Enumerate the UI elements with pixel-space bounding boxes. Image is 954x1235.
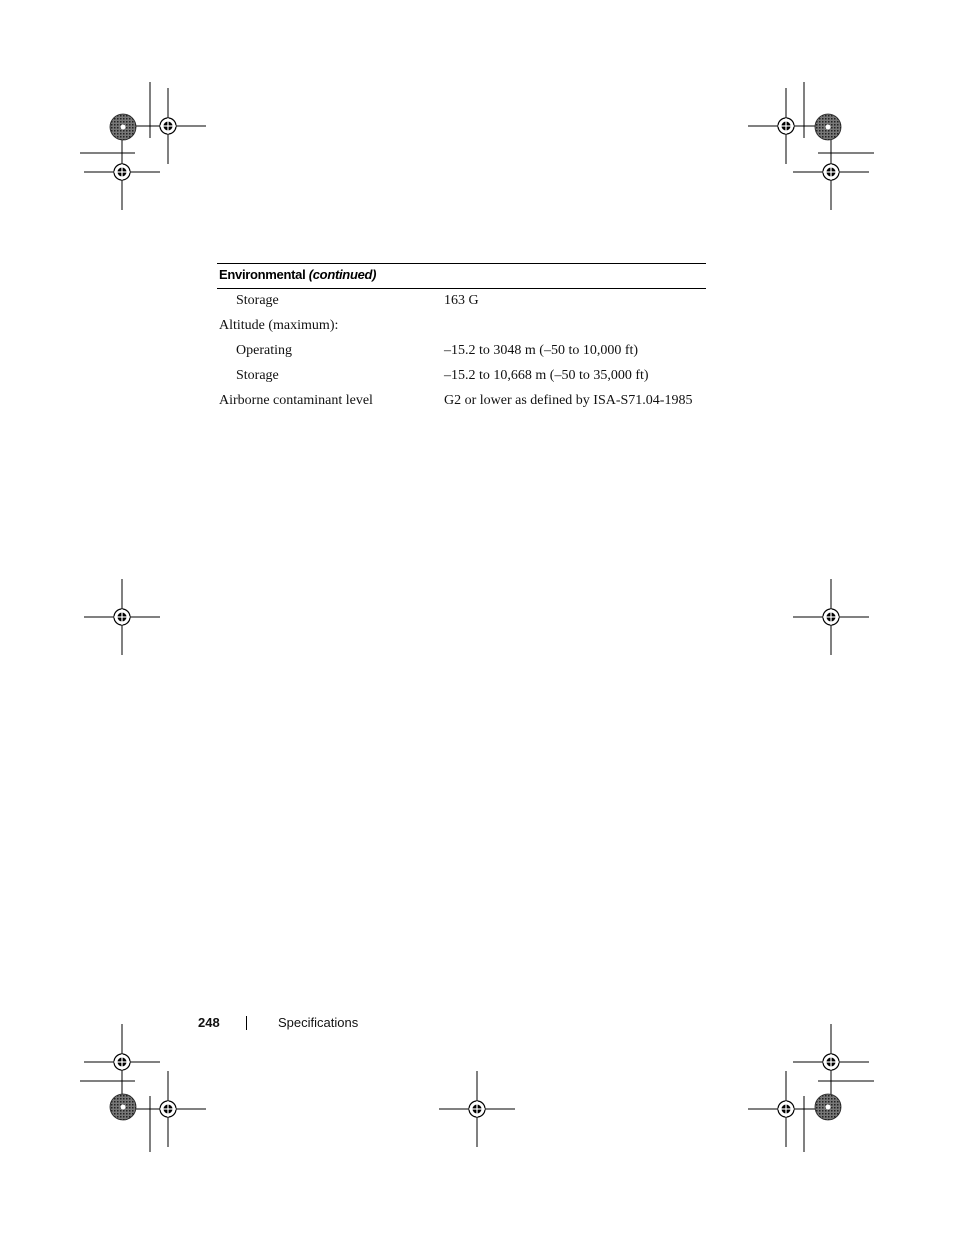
- row-value: –15.2 to 3048 m (–50 to 10,000 ft): [444, 343, 639, 358]
- registration-crosshair-icon: [748, 1071, 824, 1147]
- table-row: [217, 388, 706, 413]
- registration-crosshair-icon: [130, 1071, 206, 1147]
- registration-crosshair-icon: [84, 579, 160, 655]
- registration-crosshair-icon: [84, 1024, 160, 1100]
- table-row: [217, 313, 706, 338]
- registration-crosshair-icon: [793, 579, 869, 655]
- registration-crosshair-icon: [748, 88, 824, 164]
- table-header-continued: (continued): [308, 267, 377, 282]
- color-starburst-icon: [110, 114, 136, 140]
- row-label: Storage: [236, 368, 279, 383]
- table-header: [217, 264, 706, 289]
- row-label: Altitude (maximum):: [219, 318, 339, 333]
- registration-crosshair-icon: [793, 134, 869, 210]
- row-label: Airborne contaminant level: [219, 393, 373, 408]
- footer-separator: [246, 1016, 247, 1030]
- registration-crosshair-icon: [439, 1071, 515, 1147]
- row-label: Storage: [236, 293, 279, 308]
- registration-crosshair-icon: [130, 88, 206, 164]
- table-row: [217, 338, 706, 363]
- table-row: [217, 363, 706, 388]
- row-value: 163 G: [444, 293, 479, 308]
- table-header-title: Environmental: [219, 267, 306, 282]
- row-value: G2 or lower as defined by ISA-S71.04-1985: [444, 393, 693, 408]
- section-title: Specifications: [278, 1015, 359, 1030]
- color-starburst-icon: [110, 1094, 136, 1120]
- color-starburst-icon: [815, 1094, 841, 1120]
- row-value: –15.2 to 10,668 m (–50 to 35,000 ft): [444, 368, 649, 383]
- page-number: 248: [198, 1015, 220, 1030]
- registration-crosshair-icon: [793, 1024, 869, 1100]
- registration-crosshair-icon: [84, 134, 160, 210]
- row-label: Operating: [236, 343, 292, 358]
- environmental-specs-table: [217, 263, 706, 413]
- color-starburst-icon: [815, 114, 841, 140]
- table-row: [217, 288, 706, 313]
